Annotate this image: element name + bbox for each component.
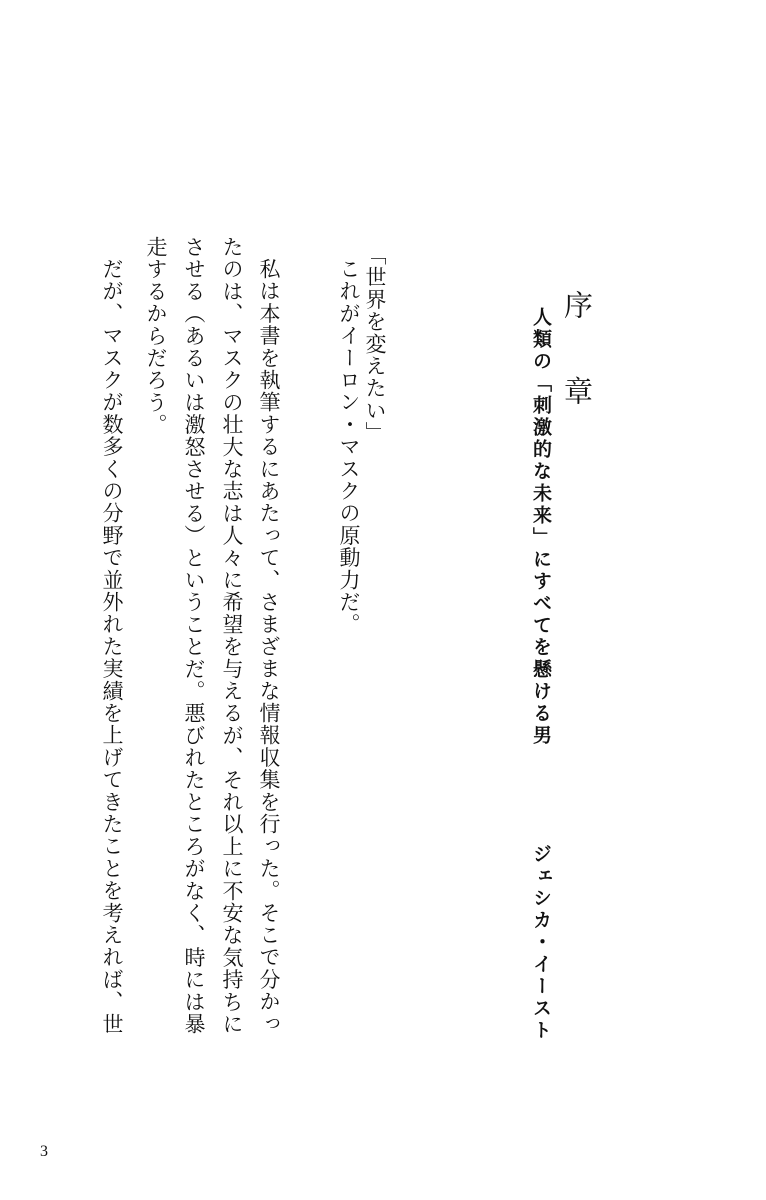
body-line: たのは、マスクの壮大な志は人々に希望を与えるが、それ以上に不安な気持ちに (220, 236, 244, 1036)
chapter-subtitle: 人類の「刺激的な未来」にすべてを懸ける男 (530, 307, 552, 747)
chapter-title: 序 章 (560, 290, 594, 419)
body-line: させる（あるいは激怒させる）ということだ。悪びれたところがなく、時には暴 (182, 236, 206, 1036)
body-line: だが、マスクが数多くの分野で並外れた実績を上げてきたことを考えれば、世 (100, 258, 124, 1035)
body-line: 私は本書を執筆するにあたって、さまざまな情報収集を行った。そこで分かっ (257, 258, 281, 1035)
body-line: 「世界を変えたい」 (363, 244, 387, 444)
body-line: 走するからだろう。 (144, 236, 168, 436)
body-line: これがイーロン・マスクの原動力だ。 (337, 258, 361, 636)
page-number: 3 (40, 1143, 48, 1160)
author-name: ジェシカ・イースト (530, 844, 552, 1042)
